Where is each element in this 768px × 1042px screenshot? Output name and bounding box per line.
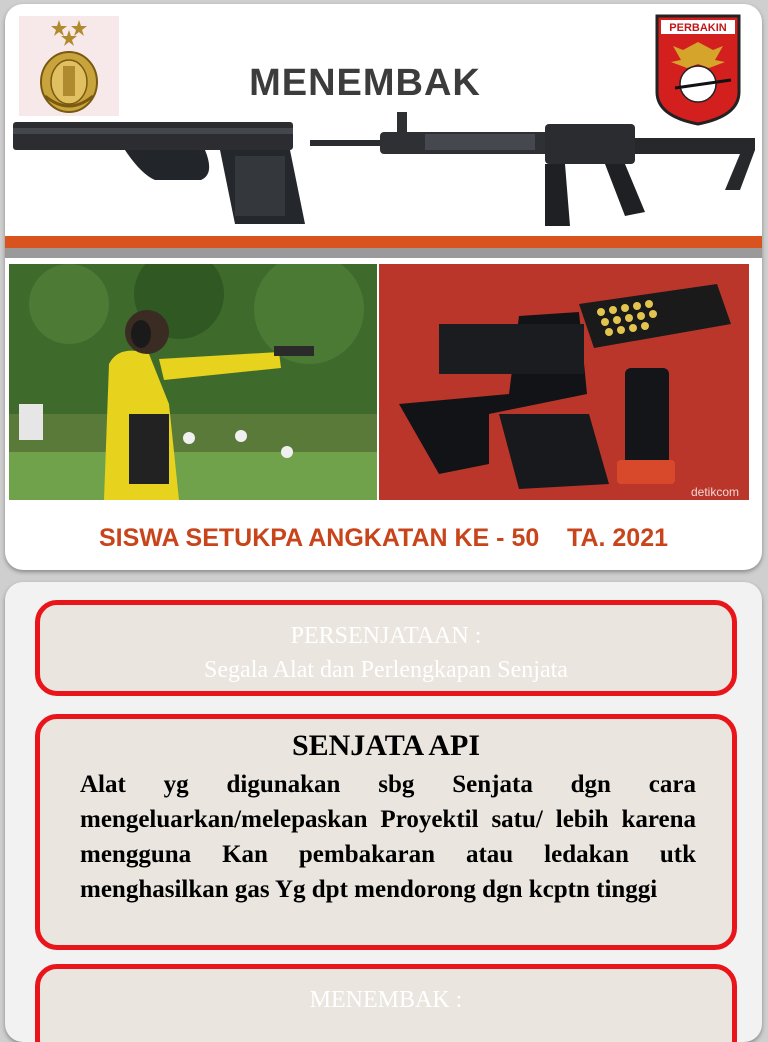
senjata-api-title: SENJATA API: [291, 729, 481, 762]
senjata-api-box: [35, 714, 737, 950]
shooter-photo: [9, 264, 377, 500]
senjata-api-definition: Alat yg digunakan sbg Senjata dgn cara mengeluarkan/melepaskan Proyektil satu/ lebih karena mengguna Kan pembakaran atau ledakan utk menghasilkan gas Yg dpt mendorong dgn kcptn tinggi: [80, 771, 696, 903]
assault-rifle-icon: [310, 112, 755, 226]
photo-watermark: detikcom: [690, 485, 739, 499]
persenjataan-heading: PERSENJATAAN :: [290, 623, 482, 649]
accent-band-gray: [5, 248, 762, 258]
slide-footer: SISWA SETUKPA ANGKATAN KE - 50 TA. 2021: [98, 524, 669, 552]
accent-band: [5, 236, 762, 248]
persenjataan-box: [35, 600, 737, 696]
slide-title: MENEMBAK: [249, 62, 481, 104]
pistol-icon: [13, 122, 305, 224]
persenjataan-definition: Segala Alat dan Perlengkapan Senjata: [204, 657, 568, 683]
menembak-box: [35, 964, 737, 1042]
slide-menembak: [5, 4, 762, 570]
pistol-ammo-photo: [379, 264, 749, 500]
perbakin-logo-text: PERBAKIN: [669, 22, 727, 34]
menembak-heading: MENEMBAK :: [309, 987, 463, 1013]
slide-definitions: [5, 582, 762, 1042]
firearms-banner-image: [5, 104, 762, 239]
